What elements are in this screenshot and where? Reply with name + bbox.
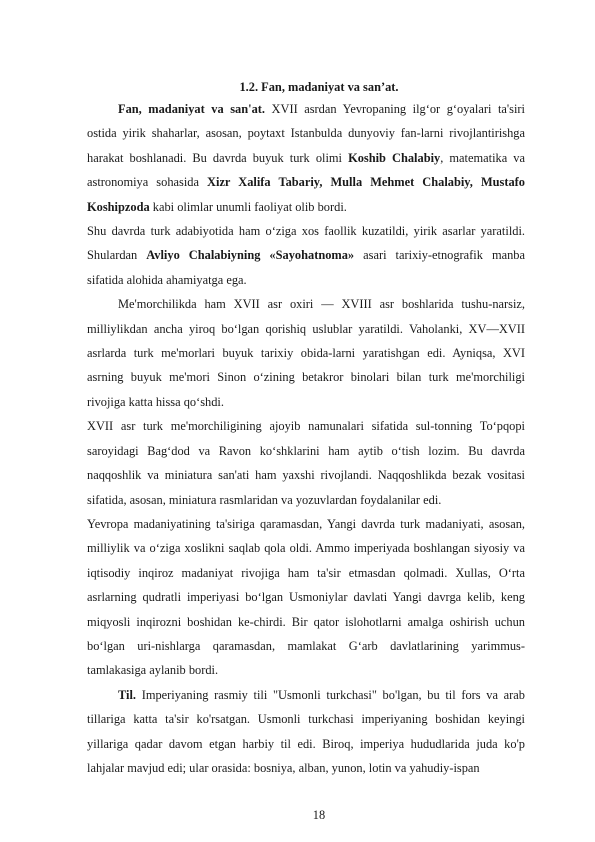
paragraph-text: XVII asrdan Yevropaning ilg‘or g‘oyalari ta'siri ostida yirik shaharlar, asosan, poytaxt Istanbulda dunyoviy fan-larni rivojlantirishga harakat boshlanadi. Bu davrda buyuk turk olimi <box>87 102 525 165</box>
book-title: Avliyo Chalabiyning «Sayohatnoma» <box>146 248 355 263</box>
paragraph-architecture-examples: XVII asr turk me'morchiligining ajoyib namunalari sifatida sul-tonning To‘pqopi saroyidagi Bag‘dod va Ravon ko‘shklarini ham aytib o‘tish lozim. Bu davrda naqqoshlik va miniatura san'ati ham yaxshi rivojlandi. Naqqoshlikda bezak vositasi sifatida, asosan, miniatura rasmlaridan va yozuvlardan foydalanilar edi. <box>87 419 525 507</box>
paragraph-lead: Fan, madaniyat va san'at. <box>118 102 265 116</box>
paragraph-text: , matematika va astronomiya sohasida <box>87 150 525 190</box>
paragraph-text: asari tarixiy-etnografik manba sifatida alohida ahamiyatga ega. <box>87 248 525 287</box>
scholar-name: Koshib Chalabiy <box>348 150 441 165</box>
paragraph-architecture: Me'morchilikda ham XVII asr oxiri — XVIII asr boshlarida tushu-narsiz, milliylikdan ancha yiroq bo‘lgan qorishiq uslublar yaratildi. Vaholanki, XV—XVII asrlarda turk me'morlari buyuk tarixiy obida-larni yaratishgan edi. Ayniqsa, XVI asrning buyuk me'mori Sinon o‘zining betakror binolari bilan turk me'morchiligi rivojiga katta hissa qo‘shdi. <box>87 297 525 409</box>
scholar-names: Xizr Xalifa Tabariy, Mulla Mehmet Chalabiy, Mustafo Koshipzoda <box>87 175 526 214</box>
paragraph-language <box>87 683 525 781</box>
paragraph-text: Shu davrda turk adabiyotida ham o‘ziga xos faollik kuzatildi, yirik asarlar yaratildi. Shulardan <box>87 224 525 263</box>
paragraph-literature <box>87 219 525 292</box>
body-text <box>87 97 525 780</box>
page-number: 18 <box>312 808 326 822</box>
paragraph-lead: Til. <box>118 687 137 702</box>
section-heading: 1.2. Fan, madaniyat va san’at. <box>239 80 399 94</box>
paragraph-science-culture <box>87 97 525 219</box>
paragraph-text: Imperiyaning rasmiy tili "Usmonli turkchasi" bo'lgan, bu til fors va arab tillariga katta ta'sir ko'rsatgan. Usmonli turkchasi imperiyaning boshidan keyingi yillariga qadar davom etgan harbiy til edi. Biroq, imperiya hududlarida juda ko'p lahjalar mavjud edi; ular orasida: bosniya, alban, yunon, lotin va yahudiy-ispan <box>87 687 525 775</box>
paragraph-european-influence: Yevropa madaniyatining ta'siriga qaramasdan, Yangi davrda turk madaniyati, asosan, milliylik va o‘ziga xoslikni saqlab qola oldi. Ammo imperiyada boshlangan siyosiy va iqtisodiy inqiroz madaniyat rivojiga ham ta'sir etmasdan qolmadi. Xullas, O‘rta asrlarning qudratli imperiyasi bo‘lgan Usmoniylar davlati Yangi davrga kelib, keng miqyosli inqirozni boshidan ke-chirdi. Bir qator islohotlarni amalga oshirish uchun bo‘lgan uri-nishlarga qaramasdan, mamlakat G‘arb davlatlarining yarimmus-tamlakasiga aylanib bordi. <box>87 516 525 678</box>
paragraph-text: kabi olimlar unumli faoliyat olib bordi. <box>149 199 347 214</box>
